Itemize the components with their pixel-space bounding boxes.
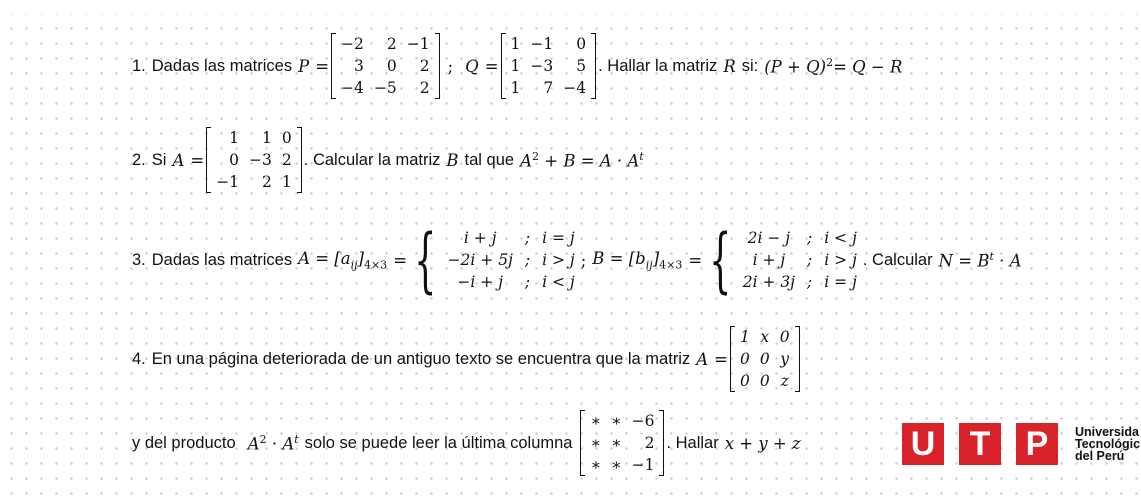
problem-2-number: 2. (132, 150, 146, 169)
problem-3 (132, 219, 1022, 301)
logo-text-line: Tecnológic (1075, 437, 1141, 451)
left-brace: { (414, 219, 437, 301)
problem-4-column-text: solo se puede leer la última columna (304, 433, 573, 452)
matrix-cell: 0 (281, 129, 292, 147)
formula-part: + B = A · A (544, 151, 640, 171)
matrix-cell: 0 (739, 350, 750, 368)
cases-b (737, 227, 863, 293)
matrix-cell: z (780, 372, 789, 390)
logo-letter-p: P (1016, 423, 1058, 465)
separator: ; (447, 56, 454, 76)
matrix-q-name: Q (465, 56, 479, 76)
matrix-b-definition (592, 249, 682, 271)
formula-part: A (247, 434, 260, 454)
equals-sign: = (714, 349, 728, 369)
matrix-cell: ∗ (611, 434, 622, 452)
matrix-cell: 2 (644, 434, 655, 452)
formula-part: (P + Q) (764, 57, 827, 77)
formula-4 (248, 433, 299, 454)
problem-1-number: 1. (132, 56, 146, 75)
formula-exponent: t (294, 432, 299, 446)
case-condition: i = j (824, 273, 857, 291)
problem-1-task: . Hallar la matriz (598, 56, 718, 75)
matrix-a (206, 127, 302, 193)
formula-part: · A (999, 251, 1022, 271)
utp-logo (902, 423, 1140, 465)
formula-exponent: 2 (532, 149, 540, 163)
case-expression: −i + j (457, 273, 504, 291)
matrix-cell: x (760, 328, 770, 346)
matrix-cell: 1 (281, 173, 292, 191)
matrix-cell: −1 (216, 173, 240, 191)
problem-4 (132, 326, 802, 392)
logo-text-line: Universida (1075, 425, 1139, 439)
formula-exponent: t (989, 249, 994, 263)
problem-3-number: 3. (132, 250, 146, 269)
equals-sign: = (484, 56, 499, 76)
matrix-cell: −1 (406, 35, 430, 53)
formula-part: N = B (938, 251, 990, 271)
logo-letter-t: T (959, 423, 1001, 465)
equals-sign: = (190, 150, 205, 170)
matrix-p (331, 33, 440, 99)
problem-1-intro: Dadas las matrices (151, 56, 293, 75)
left-brace: { (709, 219, 732, 301)
problem-2 (132, 127, 644, 193)
problem-4-product-intro: y del producto (132, 433, 236, 452)
formula-part: = Q − R (833, 57, 903, 77)
matrix-cell: 1 (739, 328, 750, 346)
formula-3 (939, 250, 1022, 271)
equals-sign: = (688, 250, 703, 270)
matrix-cell: 2 (386, 35, 397, 53)
matrix-cell: 7 (543, 79, 554, 97)
matrix-cell: 0 (576, 35, 587, 53)
matrix-product-partial (580, 410, 664, 476)
matrix-dimension: 4×3 (363, 258, 388, 272)
matrix-cell: −6 (631, 412, 655, 430)
matrix-cell: −5 (373, 79, 397, 97)
case-separator: ; (807, 229, 813, 247)
problem-3-intro: Dadas las matrices (151, 250, 293, 269)
matrix-cell: ∗ (590, 456, 602, 474)
matrix-cell: 0 (759, 372, 770, 390)
formula-1 (764, 56, 902, 77)
matrix-cell: −3 (249, 151, 272, 169)
matrix-cell: ∗ (611, 456, 622, 474)
formula-subscript: ij (350, 258, 358, 272)
matrix-a-name: A (172, 150, 185, 170)
problem-4-task: . Hallar (666, 433, 719, 452)
matrix-dimension: 4×3 (659, 258, 683, 272)
case-condition: i < j (542, 273, 575, 291)
matrix-cell: 1 (510, 35, 521, 53)
separator: ; (580, 250, 587, 270)
formula-part: ] (357, 248, 364, 268)
problem-2-task: . Calcular la matriz (303, 150, 441, 169)
formula-part: B = [b (592, 248, 646, 268)
matrix-cell: ∗ (590, 434, 602, 452)
matrix-cell: 1 (510, 79, 521, 97)
matrix-cell: −1 (631, 456, 655, 474)
cases-a (442, 227, 581, 293)
problem-2-condition: tal que (464, 150, 515, 169)
matrix-cell: 0 (739, 372, 750, 390)
matrix-cell: y (780, 350, 790, 368)
case-expression: i + j (463, 229, 497, 247)
matrix-cell: 2 (262, 173, 272, 191)
formula-subscript: ij (645, 258, 653, 272)
matrix-cell: 2 (281, 151, 292, 169)
problem-4-intro: En una página deteriorada de un antiguo texto se encuentra que la matriz (151, 349, 691, 368)
problem-4-number: 4. (132, 349, 146, 368)
problem-4-continuation (132, 410, 801, 476)
matrix-cell: 0 (759, 350, 770, 368)
formula-2 (520, 150, 644, 171)
matrix-cell: ∗ (611, 412, 622, 430)
matrix-cell: 1 (262, 129, 272, 147)
problem-3-task: . Calcular (862, 250, 933, 269)
case-expression: 2i + 3j (742, 273, 796, 291)
matrix-cell: 5 (576, 57, 587, 75)
logo-university-name (1075, 426, 1140, 462)
case-separator: ; (524, 251, 531, 269)
matrix-cell: 0 (779, 328, 790, 346)
problem-2-intro: Si (151, 150, 167, 169)
logo-text-line: del Perú (1075, 449, 1125, 463)
formula-part: ] (652, 248, 660, 268)
formula-part: · A (271, 434, 295, 454)
logo-letter-u: U (902, 423, 944, 465)
case-expression: i + j (752, 251, 786, 269)
matrix-cell: 1 (510, 57, 521, 75)
matrix-a-name: A (696, 349, 709, 369)
matrix-cell: 0 (386, 57, 397, 75)
case-separator: ; (807, 273, 813, 291)
equals-sign: = (315, 56, 330, 76)
case-condition: i > j (542, 251, 575, 269)
formula-part: A (520, 151, 533, 171)
matrix-q (501, 33, 597, 99)
matrix-cell: −4 (563, 79, 587, 97)
matrix-cell: ∗ (590, 412, 602, 430)
case-expression: 2i − j (747, 229, 791, 247)
problem-1-si: si: (741, 56, 759, 75)
case-separator: ; (524, 273, 531, 291)
matrix-cell: 1 (229, 129, 240, 147)
matrix-cell: 0 (229, 151, 240, 169)
matrix-a-partial (730, 326, 800, 392)
matrix-a-definition (298, 249, 387, 271)
matrix-cell: 2 (419, 79, 430, 97)
formula-exponent: 2 (259, 432, 267, 446)
matrix-cell: −4 (341, 79, 364, 97)
case-separator: ; (807, 251, 813, 269)
case-separator: ; (524, 229, 531, 247)
case-condition: i < j (824, 229, 857, 247)
top-band (0, 0, 1141, 14)
problem-1 (132, 33, 902, 99)
formula-part: A = [a (298, 248, 351, 268)
matrix-cell: 3 (354, 57, 364, 75)
matrix-cell: −3 (530, 57, 554, 75)
matrix-p-name: P (298, 56, 310, 76)
formula-exponent: 2 (826, 55, 834, 69)
matrix-b-name: B (446, 150, 459, 170)
matrix-cell: 2 (419, 57, 430, 75)
case-condition: i = j (542, 229, 575, 247)
formula-sum: x + y + z (724, 433, 801, 453)
case-condition: i > j (824, 251, 857, 269)
formula-exponent: t (639, 149, 644, 163)
case-expression: −2i + 5j (447, 251, 513, 269)
matrix-r-name: R (723, 56, 736, 76)
matrix-cell: −1 (530, 35, 554, 53)
matrix-cell: −2 (341, 35, 364, 53)
equals-sign: = (393, 250, 408, 270)
